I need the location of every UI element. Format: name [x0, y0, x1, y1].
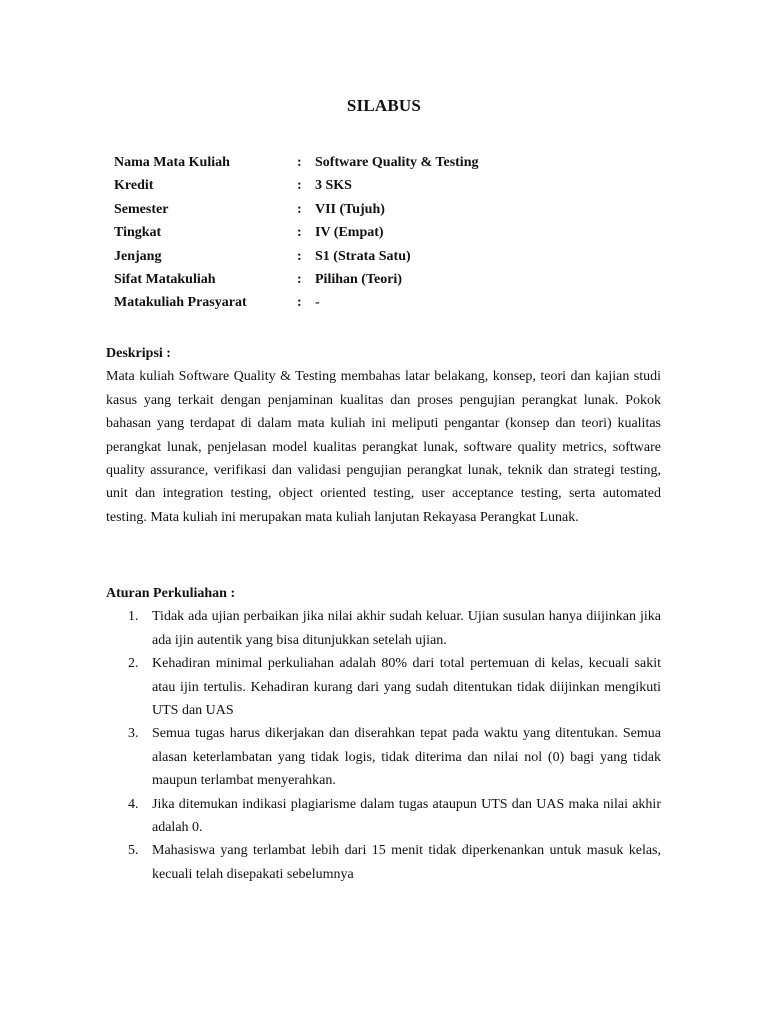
- rules-heading: Aturan Perkuliahan :: [106, 586, 236, 601]
- info-row-credit: [114, 174, 674, 197]
- info-colon: :: [297, 225, 302, 241]
- info-label: Jenjang: [114, 248, 162, 264]
- description-section: [106, 342, 661, 529]
- list-number: 5.: [128, 843, 139, 859]
- info-row-prerequisite: [114, 291, 674, 314]
- info-label: Kredit: [114, 178, 154, 194]
- description-heading: Deskripsi :: [106, 346, 171, 361]
- info-value: -: [315, 295, 320, 311]
- info-row-course-name: [114, 151, 674, 174]
- rules-section: [106, 582, 661, 886]
- list-item: [106, 839, 661, 886]
- info-value: S1 (Strata Satu): [315, 248, 411, 264]
- info-row-level: [114, 221, 674, 244]
- info-colon: :: [297, 295, 302, 311]
- list-item-text: Tidak ada ujian perbaikan jika nilai akhir sudah keluar. Ujian susulan hanya diijinkan jika ada ijin autentik yang bisa ditunjukkan setelah ujian.: [152, 609, 661, 648]
- info-row-semester: [114, 198, 674, 221]
- info-label: Nama Mata Kuliah: [114, 155, 230, 170]
- info-label: Semester: [114, 201, 169, 217]
- rules-list: [106, 605, 661, 886]
- list-item: [106, 652, 661, 722]
- info-label: Tingkat: [114, 225, 162, 241]
- list-item: [106, 793, 661, 840]
- info-label: Matakuliah Prasyarat: [114, 295, 247, 311]
- list-number: 1.: [128, 609, 139, 625]
- info-colon: :: [297, 271, 302, 287]
- list-item-text: Mahasiswa yang terlambat lebih dari 15 menit tidak diperkenankan untuk masuk kelas, kecuali telah disepakati sebelumnya: [152, 843, 661, 882]
- info-colon: :: [297, 155, 302, 170]
- list-item-text: Jika ditemukan indikasi plagiarisme dalam tugas ataupun UTS dan UAS maka nilai akhir adalah 0.: [152, 796, 661, 836]
- info-value: IV (Empat): [315, 225, 384, 241]
- list-item: [106, 605, 661, 652]
- info-value: 3 SKS: [315, 178, 352, 194]
- info-value: Software Quality & Testing: [315, 155, 479, 170]
- list-number: 4.: [128, 796, 139, 812]
- info-row-course-type: [114, 268, 674, 291]
- info-colon: :: [297, 248, 302, 264]
- info-label: Sifat Matakuliah: [114, 271, 216, 287]
- course-info-table: [114, 151, 674, 315]
- description-text: Mata kuliah Software Quality & Testing membahas latar belakang, konsep, teori dan kajian studi kasus yang terkait dengan penjaminan kualitas dan proses pengujian perangkat lunak. Pokok bahasan yang terdapat di dalam mata kuliah ini meliputi pengantar (konsep dan teori) kualitas perangkat lunak, penjelasan model kualitas perangkat lunak, software quality metrics, software quality assurance, verifikasi dan validasi pengujian perangkat lunak, teknik dan strategi testing, unit dan integration testing, object oriented testing, user acceptance testing, serta automated testing. Mata kuliah ini merupakan mata kuliah lanjutan Rekayasa Perangkat Lunak.: [106, 369, 661, 525]
- info-value: VII (Tujuh): [315, 201, 385, 217]
- list-item-text: Semua tugas harus dikerjakan dan diserahkan tepat pada waktu yang ditentukan. Semua alasan keterlambatan yang tidak logis, tidak diterima dan nilai nol (0) bagi yang tidak maupun terlambat menyerahkan.: [152, 726, 661, 789]
- list-item: [106, 722, 661, 792]
- list-item-text: Kehadiran minimal perkuliahan adalah 80% dari total pertemuan di kelas, kecuali sakit atau ijin tertulis. Kehadiran kurang dari yang sudah ditentukan tidak diijinkan mengikuti UTS dan UAS: [152, 656, 661, 719]
- list-number: 2.: [128, 656, 139, 672]
- info-value: Pilihan (Teori): [315, 271, 402, 287]
- info-colon: :: [297, 201, 302, 217]
- info-row-degree: [114, 245, 674, 268]
- info-colon: :: [297, 178, 302, 194]
- list-number: 3.: [128, 726, 139, 742]
- page-title: SILABUS: [346, 96, 422, 115]
